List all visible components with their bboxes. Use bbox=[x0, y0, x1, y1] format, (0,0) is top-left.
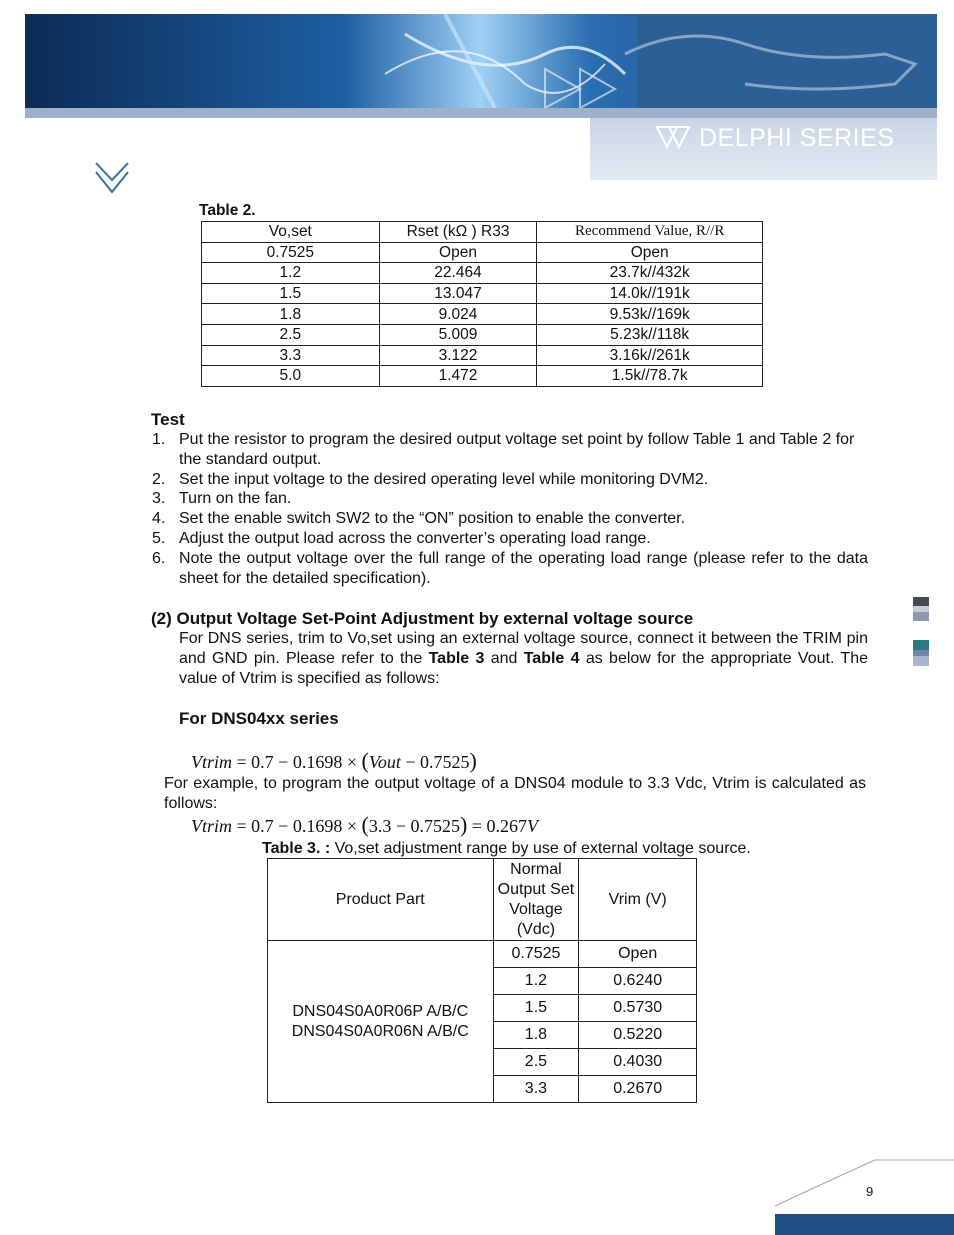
step-number: 1. bbox=[152, 431, 166, 448]
table-cell: 0.7525 bbox=[202, 242, 380, 263]
table-cell: 0.5730 bbox=[579, 995, 697, 1022]
table-row bbox=[202, 345, 763, 366]
product-part-cell bbox=[268, 941, 494, 1103]
table-cell: 0.2670 bbox=[579, 1076, 697, 1103]
table-cell: 2.5 bbox=[202, 324, 380, 345]
table-cell: 1.5 bbox=[202, 283, 380, 304]
table-header-cell: Rset (kΩ ) R33 bbox=[379, 222, 537, 243]
formula-lhs: Vtrim bbox=[191, 752, 233, 772]
table-row bbox=[202, 304, 763, 325]
table-cell: 5.0 bbox=[202, 366, 380, 387]
table-row bbox=[268, 941, 697, 968]
table-cell: 1.8 bbox=[202, 304, 380, 325]
table-header-row bbox=[202, 222, 763, 243]
step-number: 3. bbox=[152, 490, 166, 508]
product-part: DNS04S0A0R06N A/B/C bbox=[291, 1022, 469, 1040]
table3 bbox=[267, 858, 697, 1103]
formula-eq: = 0.7 − 0.1698 × bbox=[232, 816, 362, 836]
step-number: 4. bbox=[152, 510, 166, 528]
table-cell: 1.5k//78.7k bbox=[537, 366, 763, 387]
table-header-cell: Product Part bbox=[268, 859, 494, 941]
table2 bbox=[201, 221, 763, 387]
table4-ref: Table 4 bbox=[523, 649, 580, 667]
brand-name: DELPHI SERIES bbox=[699, 124, 895, 152]
list-item bbox=[152, 529, 868, 549]
formula-unit: V bbox=[526, 816, 538, 836]
formula-var: Vout bbox=[368, 752, 401, 772]
table-cell: 3.3 bbox=[493, 1076, 579, 1103]
table-row bbox=[202, 263, 763, 284]
para-text: as below for the appropriate Vout. The value of Vtrim is specified as follows: bbox=[179, 649, 868, 687]
formula-eq: = 0.7 − 0.1698 × bbox=[232, 752, 362, 772]
test-title: Test bbox=[151, 410, 185, 429]
test-steps bbox=[152, 430, 868, 588]
formula-result: = 0.267 bbox=[467, 816, 527, 836]
table-row bbox=[202, 242, 763, 263]
table-cell: 0.4030 bbox=[579, 1049, 697, 1076]
table3-caption-label: Table 3. : bbox=[262, 840, 331, 857]
table-cell: 9.53k//169k bbox=[537, 304, 763, 325]
table-header-row bbox=[268, 859, 697, 941]
formula-paren: ( bbox=[361, 748, 369, 773]
table-cell: 23.7k//432k bbox=[537, 263, 763, 284]
step-text: Put the resistor to program the desired output voltage set point by follow Table 1 and Table 2 for the standard output. bbox=[179, 431, 855, 468]
table-cell: 13.047 bbox=[379, 283, 537, 304]
formula-inner: 3.3 − 0.7525 bbox=[368, 816, 460, 836]
table-row bbox=[202, 283, 763, 304]
formula-paren: ) bbox=[469, 748, 477, 773]
list-item bbox=[152, 489, 868, 509]
table-cell: 3.16k//261k bbox=[537, 345, 763, 366]
step-text: Adjust the output load across the converter’s operating load range. bbox=[179, 529, 651, 547]
para-text: and bbox=[484, 649, 524, 667]
formula-example bbox=[191, 812, 538, 838]
table-header-cell: Vrim (V) bbox=[579, 859, 697, 941]
table-cell: 1.472 bbox=[379, 366, 537, 387]
table3-caption bbox=[262, 840, 751, 858]
table-cell: 1.8 bbox=[493, 1022, 579, 1049]
table3-ref: Table 3 bbox=[428, 649, 485, 667]
formula-lhs: Vtrim bbox=[191, 816, 233, 836]
table-header-cell: Normal Output Set Voltage (Vdc) bbox=[493, 859, 579, 941]
formula-vtrim bbox=[191, 748, 477, 774]
table3-caption-text: Vo,set adjustment range by use of external voltage source. bbox=[330, 840, 751, 857]
list-item bbox=[152, 549, 868, 589]
section2-paragraph bbox=[179, 629, 868, 688]
table-cell: 2.5 bbox=[493, 1049, 579, 1076]
example-paragraph: For example, to program the output voltage of a DNS04 module to 3.3 Vdc, Vtrim is calculated as follows: bbox=[164, 775, 866, 812]
step-number: 2. bbox=[152, 470, 166, 488]
table2-caption: Table 2. bbox=[199, 202, 256, 219]
header-banner bbox=[25, 14, 937, 180]
table-header-cell: Recommend Value, R//R bbox=[537, 222, 763, 243]
list-item bbox=[152, 509, 868, 529]
table-cell: 1.5 bbox=[493, 995, 579, 1022]
table-cell: Open bbox=[537, 242, 763, 263]
table-cell: 0.7525 bbox=[493, 941, 579, 968]
side-tab-marker-teal bbox=[913, 640, 929, 666]
table-cell: Open bbox=[379, 242, 537, 263]
step-text: Set the input voltage to the desired operating level while monitoring DVM2. bbox=[179, 470, 709, 488]
table-cell: 5.009 bbox=[379, 324, 537, 345]
table-cell: 5.23k//118k bbox=[537, 324, 763, 345]
footer-decoration bbox=[775, 1158, 954, 1235]
para-text: For DNS series, trim to Vo,set using an external voltage source, connect it between the TRIM pin and GND pin. Please refer to the bbox=[179, 630, 868, 667]
table-cell: 1.2 bbox=[493, 968, 579, 995]
table-cell: Open bbox=[579, 941, 697, 968]
formula-paren: ( bbox=[361, 812, 369, 837]
series-subtitle: For DNS04xx series bbox=[179, 709, 339, 728]
table-row bbox=[202, 366, 763, 387]
table-cell: 3.3 bbox=[202, 345, 380, 366]
table-cell: 1.2 bbox=[202, 263, 380, 284]
formula-paren: ) bbox=[459, 812, 468, 837]
chevron-logo-icon bbox=[94, 160, 130, 196]
side-tab-marker-dark bbox=[913, 597, 929, 621]
step-text: Note the output voltage over the full range of the operating load range (please refer to the data sheet for the detailed specification). bbox=[179, 549, 868, 587]
list-item bbox=[152, 430, 868, 470]
table-header-cell: Vo,set bbox=[202, 222, 380, 243]
table-cell: 22.464 bbox=[379, 263, 537, 284]
table-cell: 3.122 bbox=[379, 345, 537, 366]
list-item bbox=[152, 470, 868, 490]
table-cell: 9.024 bbox=[379, 304, 537, 325]
table-row bbox=[202, 324, 763, 345]
formula-rest: − 0.7525 bbox=[400, 752, 470, 772]
step-number: 5. bbox=[152, 529, 166, 547]
table-cell: 0.6240 bbox=[579, 968, 697, 995]
section2-title: (2) Output Voltage Set-Point Adjustment by external voltage source bbox=[151, 609, 694, 628]
step-text: Turn on the fan. bbox=[179, 490, 292, 508]
step-text: Set the enable switch SW2 to the “ON” position to enable the converter. bbox=[179, 510, 686, 528]
product-part: DNS04S0A0R06P A/B/C bbox=[292, 1002, 469, 1020]
page-number: 9 bbox=[866, 1184, 874, 1199]
table-cell: 0.5220 bbox=[579, 1022, 697, 1049]
step-number: 6. bbox=[152, 549, 166, 567]
table-cell: 14.0k//191k bbox=[537, 283, 763, 304]
